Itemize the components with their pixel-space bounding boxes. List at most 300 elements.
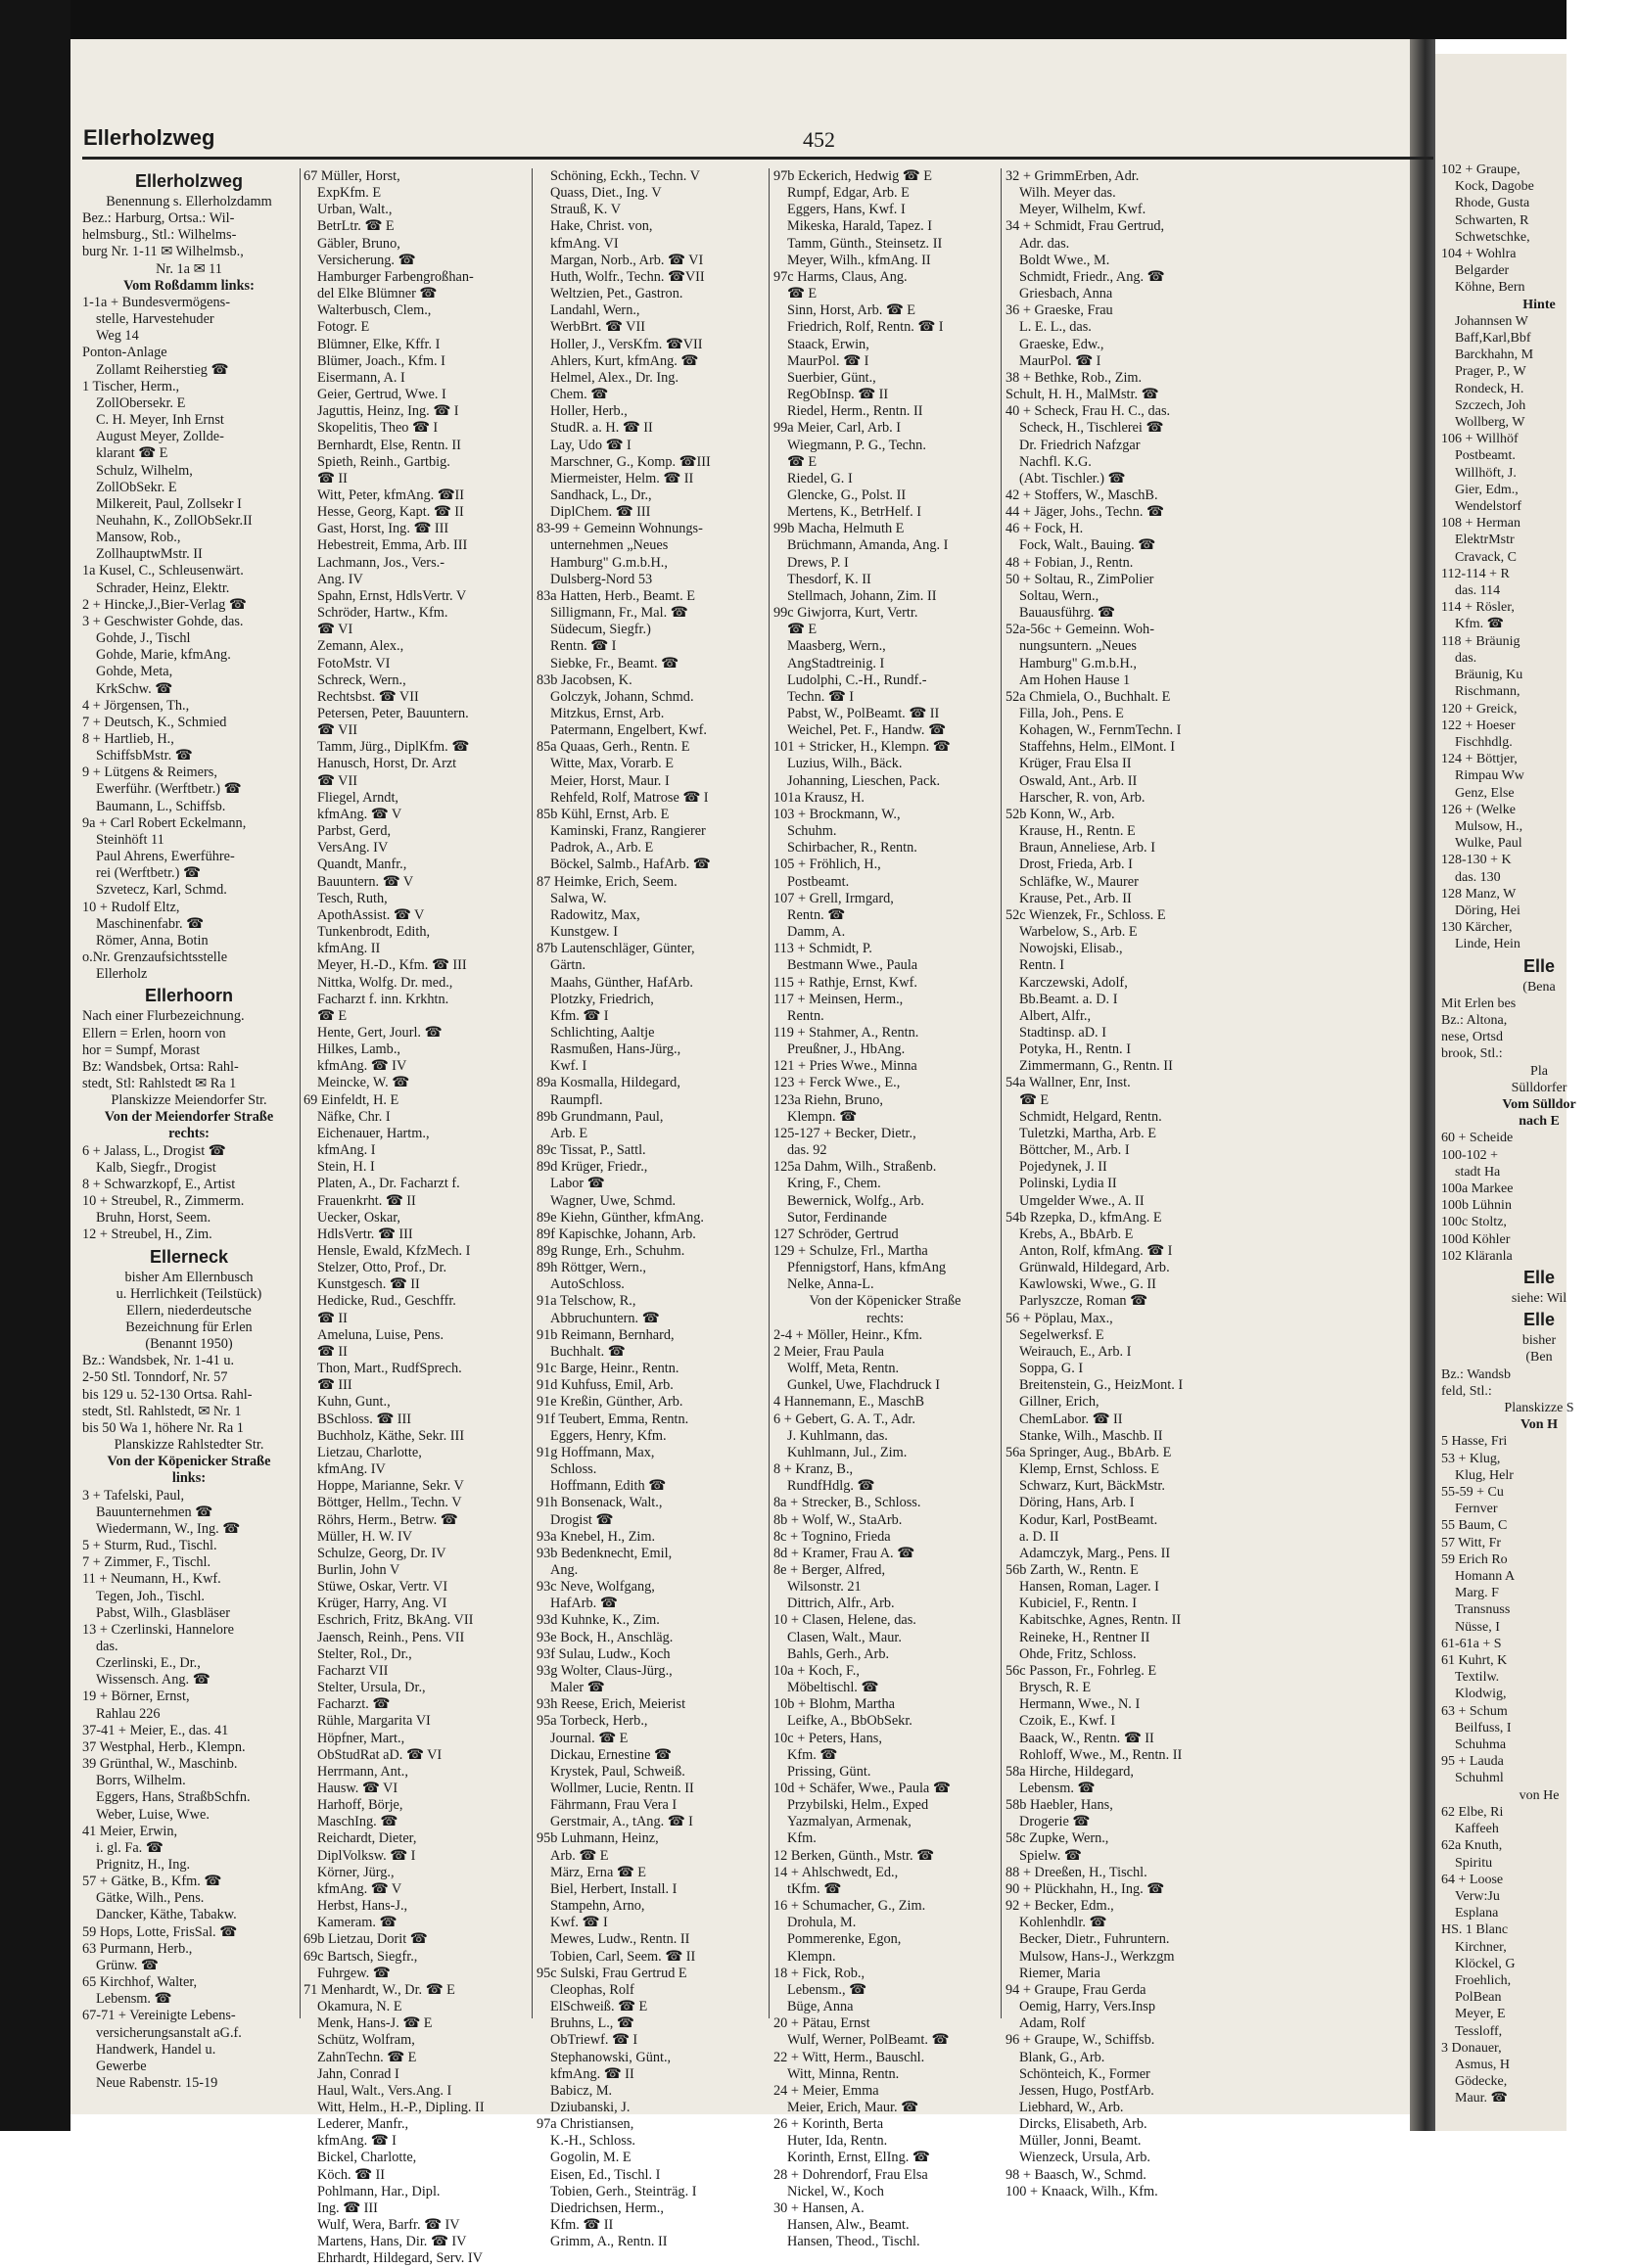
directory-line: Lay, Udo ☎ I bbox=[550, 437, 631, 453]
directory-line: Gödecke, bbox=[1455, 2074, 1508, 2090]
directory-line: Neuhahn, K., ZollObSekr.II bbox=[96, 512, 253, 529]
directory-line: Blank, G., Arb. bbox=[1019, 2049, 1105, 2065]
directory-line: 61-61a + S bbox=[1441, 1636, 1502, 1651]
directory-line: Miermeister, Helm. ☎ II bbox=[550, 470, 694, 486]
directory-line: Paul Ahrens, Ewerführe- bbox=[96, 849, 235, 865]
directory-line: 95c Sulski, Frau Gertrud E bbox=[537, 1965, 687, 1981]
directory-line: Postbeamt. bbox=[787, 873, 850, 890]
directory-line: MaurPol. ☎ I bbox=[787, 352, 869, 369]
directory-line: 115 + Rathje, Ernst, Kwf. bbox=[773, 974, 917, 991]
directory-line: Postbeamt. bbox=[1455, 448, 1516, 464]
scan-left-edge bbox=[0, 0, 70, 2131]
directory-line: (Benannt 1950) bbox=[145, 1336, 233, 1353]
directory-line: 52a-56c + Gemeinn. Woh- bbox=[1006, 622, 1154, 638]
directory-line: Krüger, Frau Elsa II bbox=[1019, 756, 1132, 772]
directory-line: 10 + Rudolf Eltz, bbox=[82, 899, 180, 915]
directory-line: Krause, Pet., Arb. II bbox=[1019, 890, 1132, 906]
column-divider bbox=[1001, 168, 1002, 2018]
directory-line: nach E bbox=[1519, 1114, 1560, 1130]
directory-column-2 bbox=[304, 168, 527, 2268]
directory-line: Stadtinsp. aD. I bbox=[1019, 1024, 1106, 1041]
directory-line: 1 Tischer, Herm., bbox=[82, 378, 180, 394]
directory-line: Kunstgew. I bbox=[550, 924, 618, 941]
directory-line: Willhöft, J. bbox=[1455, 465, 1517, 481]
directory-line: 95a Torbeck, Herb., bbox=[537, 1713, 648, 1730]
directory-line: 56a Springer, Aug., BbArb. E bbox=[1006, 1444, 1172, 1460]
directory-line: Filla, Joh., Pens. E bbox=[1019, 706, 1124, 721]
directory-line: 11 + Neumann, H., Kwf. bbox=[82, 1571, 221, 1588]
directory-line: August Meyer, Zollde- bbox=[96, 429, 224, 445]
directory-line: (Abt. Tischler.) ☎ bbox=[1019, 470, 1126, 486]
directory-line: siehe: Wil bbox=[1511, 1291, 1567, 1306]
directory-line: 10a + Koch, F., bbox=[773, 1662, 860, 1679]
directory-line: Sutor, Ferdinande bbox=[787, 1209, 887, 1226]
directory-line: Vom Roßdamm links: bbox=[123, 277, 255, 294]
directory-line: Staffehns, Helm., ElMont. I bbox=[1019, 739, 1175, 756]
directory-line: Witt, Minna, Rentn. bbox=[787, 2065, 900, 2082]
directory-line: u. Herrlichkeit (Teilstück) bbox=[116, 1285, 262, 1302]
directory-line: kfmAng. I bbox=[317, 1142, 376, 1159]
directory-line: Blümner, Elke, Kffr. I bbox=[317, 336, 441, 352]
directory-line: Baack, W., Rentn. ☎ II bbox=[1019, 1730, 1154, 1746]
directory-line: a. D. II bbox=[1019, 1528, 1059, 1545]
directory-line: Rühle, Margarita VI bbox=[317, 1713, 431, 1730]
directory-line: 62 Elbe, Ri bbox=[1441, 1804, 1504, 1820]
directory-line: 20 + Pätau, Ernst bbox=[773, 2015, 870, 2032]
directory-line: Herbst, Hans-J., bbox=[317, 1898, 408, 1915]
directory-line: bisher bbox=[1521, 1333, 1557, 1349]
directory-line: 10 + Streubel, R., Zimmerm. bbox=[82, 1193, 245, 1210]
directory-line: Vom Sülldor bbox=[1502, 1096, 1576, 1112]
directory-line: Meier, Erich, Maur. ☎ bbox=[787, 2099, 918, 2115]
directory-line: 89f Kapischke, Johann, Arb. bbox=[537, 1226, 696, 1242]
directory-line: Hente, Gert, Jourl. ☎ bbox=[317, 1024, 443, 1041]
directory-line: Buchholz, Käthe, Sekr. III bbox=[317, 1427, 465, 1444]
directory-line: 130 Kärcher, bbox=[1441, 920, 1513, 936]
directory-line: KrkSchw. ☎ bbox=[96, 680, 173, 697]
directory-line: Brüchmann, Amanda, Ang. I bbox=[787, 537, 949, 554]
directory-line: hor = Sumpf, Morast bbox=[82, 1041, 201, 1058]
directory-line: 67-71 + Vereinigte Lebens- bbox=[82, 2008, 236, 2024]
directory-line: HS. 1 Blanc bbox=[1441, 1922, 1509, 1938]
column-divider bbox=[532, 168, 533, 2018]
directory-line: ☎ E bbox=[787, 286, 818, 302]
directory-line: Grünwald, Hildegard, Arb. bbox=[1019, 1260, 1170, 1276]
directory-line: MaschIng. ☎ bbox=[317, 1814, 398, 1830]
directory-line: Kfm. bbox=[787, 1830, 817, 1847]
directory-line: Quandt, Manfr., bbox=[317, 856, 407, 873]
directory-line: Rentn. ☎ bbox=[787, 906, 846, 923]
directory-line: Becker, Dietr., Fuhruntern. bbox=[1019, 1931, 1170, 1948]
directory-line: 10 + Clasen, Helene, das. bbox=[773, 1612, 916, 1629]
directory-line: Okamura, N. E bbox=[317, 1999, 402, 2015]
directory-line: Potyka, H., Rentn. I bbox=[1019, 1041, 1131, 1058]
directory-line: ZollhauptwMstr. II bbox=[96, 546, 203, 563]
directory-line: 89h Röttger, Wern., bbox=[537, 1260, 646, 1276]
directory-line: Breitenstein, G., HeizMont. I bbox=[1019, 1377, 1184, 1394]
directory-line: Segelwerksf. E bbox=[1019, 1326, 1104, 1343]
directory-line: Holler, Herb., bbox=[550, 403, 628, 420]
directory-line: Plotzky, Friedrich, bbox=[550, 991, 654, 1007]
directory-line: 42 + Stoffers, W., MaschB. bbox=[1006, 486, 1158, 503]
directory-line: Oswald, Ant., Arb. II bbox=[1019, 772, 1138, 789]
directory-line: Weber, Luise, Wwe. bbox=[96, 1806, 210, 1823]
directory-line: Wollmer, Lucie, Rentn. II bbox=[550, 1781, 694, 1796]
directory-line: Spiritu bbox=[1455, 1855, 1493, 1871]
directory-line: Kfm. ☎ II bbox=[550, 2217, 614, 2234]
directory-column-3 bbox=[537, 168, 764, 2250]
directory-line: Maschinenfabr. ☎ bbox=[96, 915, 204, 932]
directory-line: unternehmen „Neues bbox=[550, 537, 669, 554]
directory-line: 89b Grundmann, Paul, bbox=[537, 1108, 664, 1125]
directory-line: Gätke, Wilh., Pens. bbox=[96, 1890, 205, 1907]
directory-line: Mewes, Ludw., Rentn. II bbox=[550, 1931, 690, 1948]
directory-line: 63 + Schum bbox=[1441, 1703, 1508, 1719]
directory-line: Holler, J., VersKfm. ☎VII bbox=[550, 336, 703, 352]
directory-line: 100d Köhler bbox=[1441, 1231, 1511, 1247]
directory-line: Harhoff, Börje, bbox=[317, 1797, 403, 1814]
directory-line: Böttger, Hellm., Techn. V bbox=[317, 1495, 462, 1511]
directory-line: Bz: Wandsbek, Ortsa: Rahl- bbox=[82, 1058, 239, 1075]
directory-line: 58a Hirche, Hildegard, bbox=[1006, 1763, 1135, 1780]
directory-line: Landahl, Wern., bbox=[550, 302, 640, 319]
directory-line: burg Nr. 1-11 ✉ Wilhelmsb., bbox=[82, 244, 244, 260]
directory-line: Kabitschke, Agnes, Rentn. II bbox=[1019, 1612, 1182, 1629]
directory-line: Schöning, Eckh., Techn. V bbox=[550, 168, 700, 184]
directory-line: 94 + Graupe, Frau Gerda bbox=[1006, 1981, 1146, 1998]
directory-line: Jahn, Conrad I bbox=[317, 2065, 399, 2082]
directory-line: Radowitz, Max, bbox=[550, 906, 640, 923]
directory-line: Maasberg, Wern., bbox=[787, 638, 886, 655]
directory-line: Wulf, Wera, Barfr. ☎ IV bbox=[317, 2217, 460, 2234]
directory-line: 50 + Soltau, R., ZimPolier bbox=[1006, 571, 1154, 587]
directory-line: Tesch, Ruth, bbox=[317, 890, 388, 906]
directory-line: 89d Krüger, Friedr., bbox=[537, 1159, 648, 1176]
directory-line: 91g Hoffmann, Max, bbox=[537, 1444, 655, 1460]
directory-line: Arb. E bbox=[550, 1125, 588, 1141]
directory-line: 37-41 + Meier, E., das. 41 bbox=[82, 1722, 229, 1738]
directory-line: Reichardt, Dieter, bbox=[317, 1830, 417, 1847]
directory-line: Steinhöft 11 bbox=[96, 831, 164, 848]
directory-line: 99a Meier, Carl, Arb. I bbox=[773, 420, 902, 437]
directory-line: 114 + Rösler, bbox=[1441, 600, 1515, 616]
directory-line: Cravack, C bbox=[1455, 549, 1517, 565]
directory-line: ☎ II bbox=[317, 1310, 348, 1326]
directory-line: Szczech, Joh bbox=[1455, 397, 1526, 413]
directory-line: Braun, Anneliese, Arb. I bbox=[1019, 840, 1155, 856]
directory-line: Hilkes, Lamb., bbox=[317, 1041, 400, 1058]
directory-line: Stein, H. I bbox=[317, 1159, 375, 1176]
directory-line: helmsburg., Stl.: Wilhelms- bbox=[82, 227, 237, 244]
directory-line: Homann A bbox=[1455, 1569, 1516, 1585]
directory-line: Böckel, Salmb., HafArb. ☎ bbox=[550, 856, 711, 873]
directory-line: 64 + Loose bbox=[1441, 1872, 1504, 1887]
directory-line: kfmAng. II bbox=[317, 941, 381, 957]
directory-line: Adam, Rolf bbox=[1019, 2015, 1086, 2032]
directory-line: Rasmußen, Hans-Jürg., bbox=[550, 1041, 681, 1058]
directory-line: 28 + Dohrendorf, Frau Elsa bbox=[773, 2166, 928, 2183]
directory-line: 93a Knebel, H., Zim. bbox=[537, 1528, 656, 1545]
directory-line: Pommerenke, Egon, bbox=[787, 1931, 902, 1948]
directory-line: Bb.Beamt. a. D. I bbox=[1019, 991, 1118, 1007]
directory-line: 52c Wienzek, Fr., Schloss. E bbox=[1006, 906, 1166, 923]
directory-line: Kwf. ☎ I bbox=[550, 1915, 608, 1931]
directory-line: Von H bbox=[1520, 1417, 1558, 1433]
directory-line: Sinn, Horst, Arb. ☎ E bbox=[787, 302, 915, 319]
directory-line: 52a Chmiela, O., Buchhalt. E bbox=[1006, 688, 1171, 705]
directory-line: 106 + Willhöf bbox=[1441, 432, 1519, 447]
directory-line: Handwerk, Handel u. bbox=[96, 2041, 216, 2058]
directory-line: Pohlmann, Har., Dipl. bbox=[317, 2183, 441, 2199]
directory-line: 100a Markee bbox=[1441, 1180, 1514, 1196]
directory-line: 100 + Knaack, Wilh., Kfm. bbox=[1006, 2183, 1158, 2199]
directory-line: Patermann, Engelbert, Kwf. bbox=[550, 722, 707, 739]
directory-line: 62a Knuth, bbox=[1441, 1838, 1503, 1854]
directory-line: 71 Menhardt, W., Dr. ☎ E bbox=[304, 1981, 455, 1998]
directory-line: HdlsVertr. ☎ III bbox=[317, 1226, 413, 1242]
directory-line: Ang. IV bbox=[317, 571, 363, 587]
directory-line: 12 Berken, Günth., Mstr. ☎ bbox=[773, 1847, 934, 1864]
directory-line: Uecker, Oskar, bbox=[317, 1209, 400, 1226]
directory-line: Hinte bbox=[1522, 297, 1556, 312]
directory-line: Parlyszcze, Roman ☎ bbox=[1019, 1293, 1147, 1310]
directory-line: Hansen, Theod., Tischl. bbox=[787, 2234, 920, 2250]
directory-line: Herrmann, Ant., bbox=[317, 1763, 408, 1780]
directory-line: ☎ VI bbox=[317, 622, 353, 638]
directory-line: Körner, Jürg., bbox=[317, 1864, 395, 1880]
directory-line: 4 + Jörgensen, Th., bbox=[82, 697, 190, 714]
directory-line: Clasen, Walt., Maur. bbox=[787, 1629, 902, 1645]
directory-line: Buchhalt. ☎ bbox=[550, 1343, 626, 1360]
directory-line: Kuhn, Gunt., bbox=[317, 1394, 391, 1411]
directory-line: Grimm, A., Rentn. II bbox=[550, 2234, 668, 2250]
directory-line: Hoffmann, Edith ☎ bbox=[550, 1478, 667, 1495]
directory-line: 52b Konn, W., Arb. bbox=[1006, 806, 1115, 822]
directory-line: Am Hohen Hause 1 bbox=[1019, 671, 1131, 688]
directory-line: Facharzt VII bbox=[317, 1662, 389, 1679]
directory-line: Transnuss bbox=[1455, 1602, 1511, 1618]
directory-line: Kfm. ☎ bbox=[787, 1746, 838, 1763]
directory-column-4 bbox=[773, 168, 997, 2250]
directory-line: 48 + Fobian, J., Rentn. bbox=[1006, 554, 1134, 571]
directory-line: Nowojski, Elisab., bbox=[1019, 941, 1123, 957]
directory-line: 34 + Schmidt, Frau Gertrud, bbox=[1006, 218, 1165, 235]
directory-line: Schläfke, W., Maurer bbox=[1019, 873, 1139, 890]
directory-line: Lietzau, Charlotte, bbox=[317, 1444, 422, 1460]
directory-line: Gunkel, Uwe, Flachdruck I bbox=[787, 1377, 941, 1394]
directory-line: 59 Erich Ro bbox=[1441, 1551, 1508, 1567]
directory-line: Margan, Norb., Arb. ☎ VI bbox=[550, 252, 704, 268]
directory-line: Klempn. ☎ bbox=[787, 1108, 858, 1125]
directory-line: Adr. das. bbox=[1019, 235, 1070, 252]
directory-line: Sülldorfer bbox=[1511, 1080, 1567, 1095]
directory-line: Stelter, Ursula, Dr., bbox=[317, 1680, 426, 1696]
directory-line: Krebs, A., BbArb. E bbox=[1019, 1226, 1134, 1242]
directory-line: Schulz, Wilhelm, bbox=[96, 462, 193, 479]
directory-line: Rhode, Gusta bbox=[1455, 196, 1530, 211]
directory-line: 100c Stoltz, bbox=[1441, 1215, 1507, 1230]
directory-line: Kirchner, bbox=[1455, 1939, 1507, 1955]
directory-line: 90 + Plückhahn, H., Ing. ☎ bbox=[1006, 1880, 1165, 1897]
directory-line: 89a Kosmalla, Hildegard, bbox=[537, 1075, 680, 1091]
directory-line: 126 + (Welke bbox=[1441, 802, 1516, 817]
directory-line: Baff,Karl,Bbf bbox=[1455, 331, 1531, 347]
directory-line: Köch. ☎ II bbox=[317, 2166, 386, 2183]
directory-line: 12 + Streubel, H., Zim. bbox=[82, 1227, 212, 1243]
directory-line: Gewerbe bbox=[96, 2058, 147, 2074]
directory-line: Schuhml bbox=[1455, 1771, 1504, 1786]
directory-line: Eichenauer, Hartm., bbox=[317, 1125, 430, 1141]
directory-line: 99b Macha, Helmuth E bbox=[773, 521, 905, 537]
directory-line: Scheck, H., Tischlerei ☎ bbox=[1019, 420, 1164, 437]
street-heading: Ellerneck bbox=[149, 1246, 229, 1267]
directory-line: BSchloss. ☎ III bbox=[317, 1411, 412, 1427]
directory-line: HafArb. ☎ bbox=[550, 1596, 618, 1612]
directory-line: kfmAng. ☎ V bbox=[317, 1880, 402, 1897]
directory-line: 83a Hatten, Herb., Beamt. E bbox=[537, 587, 695, 604]
directory-line: WerbBrt. ☎ VII bbox=[550, 319, 645, 336]
directory-line: 18 + Fick, Rob., bbox=[773, 1965, 865, 1981]
directory-line: 83b Jacobsen, K. bbox=[537, 671, 632, 688]
directory-line: 5 Hasse, Fri bbox=[1441, 1434, 1508, 1450]
directory-line: Johanning, Lieschen, Pack. bbox=[787, 772, 941, 789]
directory-line: Techn. ☎ I bbox=[787, 688, 855, 705]
directory-line: Kuhlmann, Jul., Zim. bbox=[787, 1444, 908, 1460]
directory-line: Stelzer, Otto, Prof., Dr. bbox=[317, 1260, 447, 1276]
directory-line: Stampehn, Arno, bbox=[550, 1898, 645, 1915]
directory-line: ☎ E bbox=[317, 1007, 348, 1024]
directory-line: Schreck, Wern., bbox=[317, 671, 406, 688]
directory-line: Maahs, Günther, HafArb. bbox=[550, 974, 693, 991]
directory-line: ZollObSekr. E bbox=[96, 479, 177, 495]
directory-line: Nachfl. K.G. bbox=[1019, 453, 1092, 470]
directory-line: Bauuntern. ☎ V bbox=[317, 873, 414, 890]
directory-line: Pojedynek, J. II bbox=[1019, 1159, 1107, 1176]
directory-line: Hoppe, Marianne, Sekr. V bbox=[317, 1478, 464, 1495]
directory-line: Zimmermann, G., Rentn. II bbox=[1019, 1058, 1173, 1075]
directory-line: rechts: bbox=[865, 1310, 905, 1326]
directory-line: 14 + Ahlschwedt, Ed., bbox=[773, 1864, 899, 1880]
directory-line: Schönteich, K., Former bbox=[1019, 2065, 1150, 2082]
directory-line: Przybilski, Helm., Exped bbox=[787, 1797, 929, 1814]
directory-line: 1a Kusel, C., Schleusenwärt. bbox=[82, 563, 244, 579]
page-number: 452 bbox=[803, 127, 835, 152]
directory-line: 2-4 + Möller, Heinr., Kfm. bbox=[773, 1326, 923, 1343]
directory-line: Ameluna, Luise, Pens. bbox=[317, 1326, 444, 1343]
directory-line: Preußner, J., HbAng. bbox=[787, 1041, 906, 1058]
directory-line: 128-130 + K bbox=[1441, 853, 1512, 868]
directory-line: 93e Bock, H., Anschläg. bbox=[537, 1629, 674, 1645]
directory-line: Gohde, Meta, bbox=[96, 664, 173, 680]
directory-line: 93g Wolter, Claus-Jürg., bbox=[537, 1662, 673, 1679]
directory-line: Prager, P., W bbox=[1455, 364, 1526, 380]
directory-line: Nach einer Flurbezeichnung. bbox=[82, 1008, 245, 1025]
directory-line: Lebensm., ☎ bbox=[787, 1981, 866, 1998]
directory-line: Drews, P. I bbox=[787, 554, 849, 571]
directory-line: Luzius, Wilh., Bäck. bbox=[787, 756, 903, 772]
directory-line: Ponton-Anlage bbox=[82, 345, 167, 361]
directory-column-5 bbox=[1006, 168, 1221, 2200]
directory-line: 96 + Graupe, W., Schiffsb. bbox=[1006, 2032, 1155, 2049]
directory-line: Schröder, Hartw., Kfm. bbox=[317, 605, 448, 622]
directory-line: Hamburg" G.m.b.H., bbox=[550, 554, 668, 571]
directory-line: ExpKfm. E bbox=[317, 185, 382, 202]
directory-line: 91d Kuhfuss, Emil, Arb. bbox=[537, 1377, 674, 1394]
directory-line: Froehlich, bbox=[1455, 1972, 1512, 1988]
directory-line: 63 Purmann, Herb., bbox=[82, 1940, 193, 1957]
directory-line: 3 Donauer, bbox=[1441, 2040, 1502, 2056]
directory-line: Tegen, Joh., Tischl. bbox=[96, 1588, 206, 1604]
directory-line: Bz.: Wandsb bbox=[1441, 1366, 1511, 1382]
directory-line: Eggers, Hans, StraßbSchfn. bbox=[96, 1789, 251, 1806]
directory-line: Eggers, Hans, Kwf. I bbox=[787, 202, 906, 218]
directory-line: ☎ E bbox=[1019, 1091, 1050, 1108]
directory-line: Ewerführ. (Werftbetr.) ☎ bbox=[96, 781, 242, 798]
directory-line: Milkereit, Paul, Zollsekr I bbox=[96, 495, 242, 512]
directory-line: 101a Krausz, H. bbox=[773, 789, 865, 806]
directory-line: Kwf. I bbox=[550, 1058, 587, 1075]
directory-line: Rechtsbst. ☎ VII bbox=[317, 688, 419, 705]
directory-line: 112-114 + R bbox=[1441, 566, 1510, 581]
directory-line: Bruhn, Horst, Seem. bbox=[96, 1210, 211, 1227]
directory-line: Beilfuss, I bbox=[1455, 1720, 1512, 1736]
directory-line: Mansow, Rob., bbox=[96, 530, 181, 546]
directory-line: Tobien, Carl, Seem. ☎ II bbox=[550, 1948, 696, 1965]
directory-line: ChemLabor. ☎ II bbox=[1019, 1411, 1123, 1427]
directory-line: Rohloff, Wwe., M., Rentn. II bbox=[1019, 1746, 1183, 1763]
directory-line: 93c Neve, Wolfgang, bbox=[537, 1579, 655, 1596]
directory-line: Bickel, Charlotte, bbox=[317, 2150, 417, 2166]
directory-line: Spielw. ☎ bbox=[1019, 1847, 1082, 1864]
directory-line: 119 + Stahmer, A., Rentn. bbox=[773, 1024, 919, 1041]
directory-line: 26 + Korinth, Berta bbox=[773, 2116, 884, 2133]
directory-line: Skopelitis, Theo ☎ I bbox=[317, 420, 439, 437]
directory-line: Reineke, H., Rentner II bbox=[1019, 1629, 1150, 1645]
directory-line: Hesse, Georg, Kapt. ☎ II bbox=[317, 504, 464, 521]
directory-line: ObTriewf. ☎ I bbox=[550, 2032, 638, 2049]
directory-line: Von der Köpenicker Straße bbox=[809, 1293, 961, 1310]
directory-line: 100-102 + bbox=[1441, 1147, 1499, 1163]
directory-line: Schuhm. bbox=[787, 823, 837, 840]
directory-line: 8d + Kramer, Frau A. ☎ bbox=[773, 1545, 915, 1561]
directory-line: 69 Einfeldt, H. E bbox=[304, 1091, 399, 1108]
directory-line: ☎ VII bbox=[317, 722, 357, 739]
directory-line: Strauß, K. V bbox=[550, 202, 622, 218]
directory-line: Martens, Hans, Dir. ☎ IV bbox=[317, 2234, 467, 2250]
directory-line: 54a Wallner, Enr, Inst. bbox=[1006, 1075, 1131, 1091]
directory-line: versicherungsanstalt aG.f. bbox=[96, 2024, 242, 2041]
directory-line: 98 + Baasch, W., Schmd. bbox=[1006, 2166, 1146, 2183]
directory-line: Gäbler, Bruno, bbox=[317, 235, 400, 252]
directory-line: 93f Sulau, Ludw., Koch bbox=[537, 1645, 671, 1662]
directory-line: Boldt Wwe., M. bbox=[1019, 252, 1110, 268]
directory-line: Bezeichnung für Erlen bbox=[125, 1319, 253, 1335]
directory-line: ☎ E bbox=[787, 622, 818, 638]
directory-line: Hermann, Wwe., N. I bbox=[1019, 1696, 1141, 1713]
directory-line: Gärtn. bbox=[550, 957, 586, 974]
directory-line: Ludolphi, C.-H., Rundf.- bbox=[787, 671, 927, 688]
directory-line: kfmAng. VI bbox=[550, 235, 619, 252]
directory-line: Wissensch. Ang. ☎ bbox=[96, 1672, 210, 1689]
directory-line: Kaminski, Franz, Rangierer bbox=[550, 823, 706, 840]
directory-line: Höpfner, Mart., bbox=[317, 1730, 405, 1746]
directory-line: Brysch, R. E bbox=[1019, 1680, 1092, 1696]
directory-line: Stellmach, Johann, Zim. II bbox=[787, 587, 937, 604]
directory-line: Döring, Hei bbox=[1455, 903, 1520, 918]
directory-line: Müller, Jonni, Beamt. bbox=[1019, 2133, 1142, 2150]
directory-line: Maur. ☎ bbox=[1455, 2091, 1508, 2106]
directory-line: 91f Teubert, Emma, Rentn. bbox=[537, 1411, 689, 1427]
